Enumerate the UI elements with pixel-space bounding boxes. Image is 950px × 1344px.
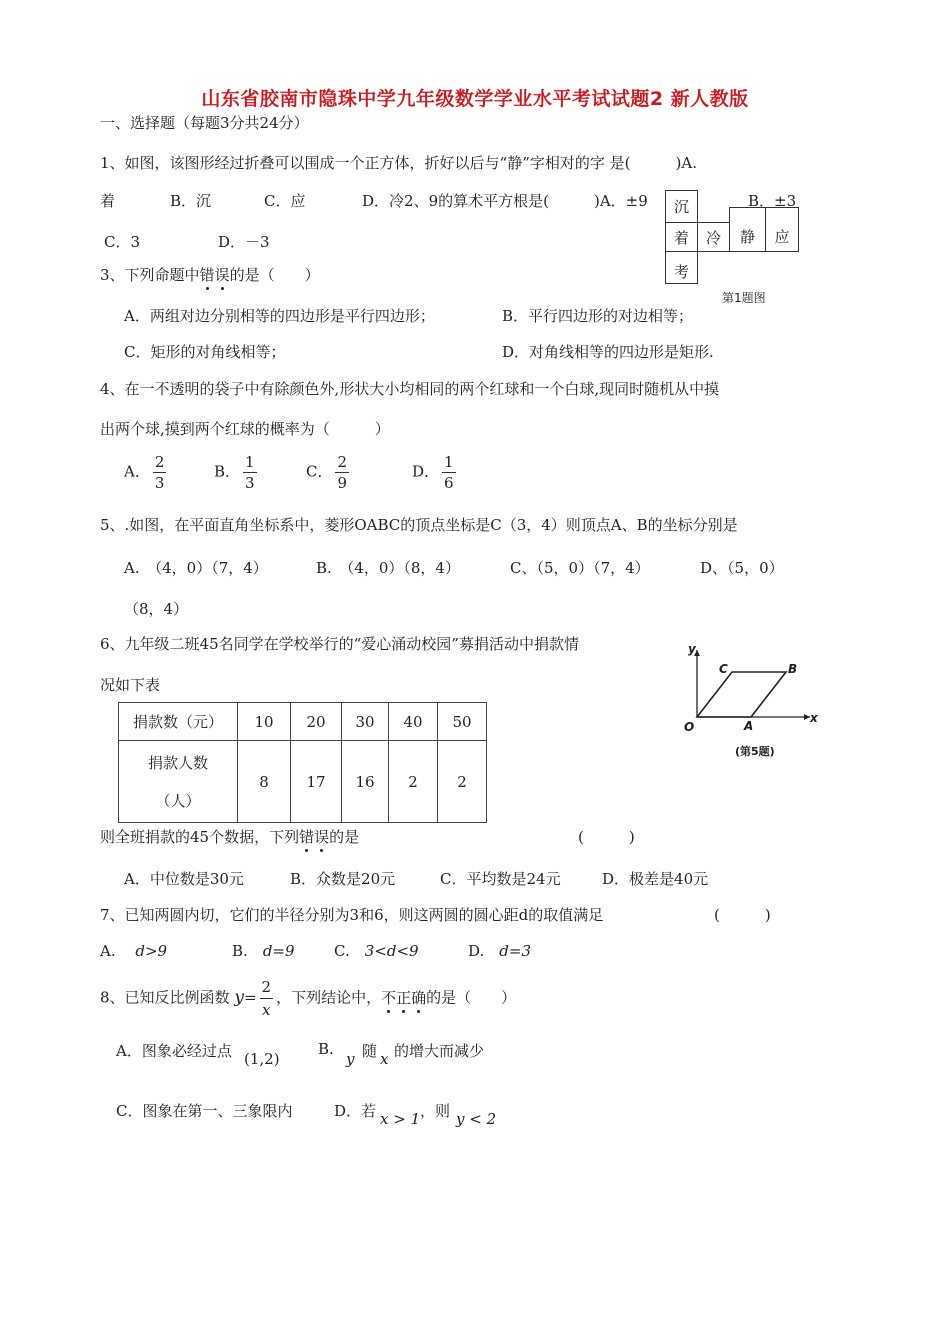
option-value: d=3 [499,942,531,960]
question-4-option-b [214,452,260,493]
figure-5-caption: (第5题) [735,745,775,758]
fraction [260,976,274,1021]
question-7-option-c [334,940,419,961]
net-cell-2: 冷 [697,222,730,252]
question-5-option-d-cont: （8，4） [124,600,189,618]
question-5-stem: 5、.如图，在平面直角坐标系中，菱形OABC的顶点坐标是C（3，4）则顶点A、B的坐标分别是 [100,516,738,534]
question-1-option-b: B．沉 [170,192,212,210]
emphasis-char: 正 [396,988,412,1007]
table-cell: 10 [238,703,291,741]
net-cell-1: 着 [665,222,698,252]
question-4-stem-line-1: 4、在一不透明的袋子中有除颜色外,形状大小均相同的两个红球和一个白球,现同时随机从中摸 [100,380,720,398]
question-3-option-a: A．两组对边分别相等的四边形是平行四边形； [124,307,435,325]
math-equals: = [243,988,257,1007]
question-2-option-c: C．3 [104,233,141,251]
question-3-option-b: B．平行四边形的对边相等； [502,307,694,325]
question-8-stem [100,976,516,1021]
question-8-option-a: A．图象必经过点 [116,1042,232,1060]
row-label-line-2: （人） [155,791,201,810]
option-text: 随 [362,1042,378,1060]
question-6-option-b: B．众数是20元 [290,870,396,888]
option-label: C． [306,462,333,481]
point-coordinates: (1,2) [244,1050,280,1068]
option-label: D. [468,942,485,960]
table-cell: 2 [438,741,487,823]
emphasis-char: 不 [381,988,397,1007]
option-label: B． [214,462,241,481]
question-6-option-d: D．极差是40元 [602,870,709,888]
math-var-x: x [380,1050,389,1068]
origin-label: O [684,720,695,734]
emphasis-char: 错 [199,266,215,284]
table-header: 捐款数（元） [119,703,238,741]
numerator: 1 [444,453,454,471]
inequality: x > 1 [380,1110,421,1128]
numerator: 2 [260,976,274,999]
y-axis-label: y [688,642,696,656]
net-cell-top: 沉 [665,190,698,223]
option-label: A. [100,942,116,960]
inequality: y < 2 [456,1110,497,1128]
fraction [442,452,456,493]
option-text: 的增大而减少 [394,1042,485,1060]
question-6-stem-line-1: 6、九年级二班45名同学在学校举行的“爱心涌动校园”募捐活动中捐款情 [100,635,579,653]
question-4-option-d [412,452,459,493]
question-6-option-a: A．中位数是30元 [124,870,244,888]
denominator: 3 [154,474,165,492]
question-1-stem: 1、如图，该图形经过折叠可以围成一个正方体，折好以后与“静”字相对的字 是( )A. [100,154,697,172]
question-1-option-c: C．应 [264,192,306,210]
option-label: A． [124,462,150,481]
question-8-option-b: B. [318,1040,334,1058]
question-4-option-c [306,452,352,493]
section-heading: 一、选择题（每题3分共24分） [100,114,309,132]
math-var-y: y [346,1050,355,1068]
table-cell: 8 [238,741,291,823]
question-4-option-a [124,452,169,493]
question-3-stem [100,264,320,285]
question-3-suffix: 的是（ ） [229,266,320,284]
question-3-option-c: C．矩形的对角线相等； [124,343,286,361]
question-5-option-b: B. （4，0）（8，4） [316,559,460,577]
option-label: D． [412,462,440,481]
question-4-stem-line-2: 出两个球,摸到两个红球的概率为（ ） [100,420,390,438]
question-8-prefix: 8、已知反比例函数 [100,988,230,1007]
table-cell: 40 [389,703,438,741]
question-6-prefix: 则全班捐款的45个数据，下列 [100,828,300,846]
figure-1-caption: 第1题图 [722,291,766,305]
emphasis-char: 误 [314,828,330,846]
question-6-option-c: C．平均数是24元 [440,870,561,888]
question-8-option-d: D．若 [334,1102,377,1120]
question-5-option-d: D、（5，0） [700,559,784,577]
question-8-option-c: C．图象在第一、三象限内 [116,1102,293,1120]
question-5-option-c: C、（5，0）（7，4） [510,559,650,577]
question-6-stem-line-3 [100,826,359,847]
denominator: 9 [337,474,348,492]
net-cell-4: 应 [765,207,799,252]
question-6-suffix: 的是 [329,828,360,846]
table-cell: 16 [342,741,389,823]
math-var-y: y [234,987,244,1008]
donation-table [118,702,487,823]
emphasis-char: 确 [411,988,427,1007]
question-6-stem-line-2: 况如下表 [100,676,161,694]
question-2-option-d: D．－3 [218,233,270,251]
option-value: 3<d<9 [364,942,419,960]
numerator: 2 [337,453,348,471]
numerator: 1 [245,453,255,471]
question-1-option-a: 着 [100,192,116,210]
question-5-option-a: A. （4，0）（7，4） [124,559,268,577]
table-row-label [119,741,238,823]
numerator: 2 [154,453,165,471]
question-7-option-a [100,940,167,961]
option-value: d=9 [262,942,295,960]
net-cell-bottom: 考 [665,251,698,284]
question-8-mid: ，下列结论中， [276,988,382,1007]
question-2-option-b: B．±3 [748,192,797,210]
question-3-prefix: 3、下列命题中 [100,266,200,284]
emphasis-char: 误 [214,266,230,284]
table-cell: 30 [342,703,389,741]
answer-paren: ( ) [714,906,771,924]
point-a-label: A [744,719,754,733]
question-7-stem: 7、已知两圆内切，它们的半径分别为3和6，则这两圆的圆心距d的取值满足 [100,906,604,924]
option-text: ，则 [420,1102,451,1120]
table-cell: 17 [291,741,342,823]
question-7-option-d [468,940,531,961]
denominator: x [262,1001,271,1019]
denominator: 6 [444,474,454,492]
fraction [335,452,349,493]
point-b-label: B [788,662,798,676]
table-cell: 20 [291,703,342,741]
point-c-label: C [719,662,728,676]
question-8-suffix: 的是（ ） [426,988,517,1007]
question-1-option-d-and-q2: D．冷2、9的算术平方根是( )A．±9 [362,192,648,210]
table-cell: 2 [389,741,438,823]
option-label: C. [334,942,350,960]
net-cell-3: 静 [729,207,766,252]
denominator: 3 [245,474,255,492]
question-3-option-d: D．对角线相等的四边形是矩形. [502,343,714,361]
row-label-line-1: 捐款人数 [147,753,208,772]
table-cell: 50 [438,703,487,741]
page-title: 山东省胶南市隐珠中学九年级数学学业水平考试试题2 新人教版 [201,88,749,110]
answer-paren: ( ) [578,828,635,846]
option-label: B. [232,942,248,960]
fraction [153,452,167,493]
emphasis-char: 错 [299,828,315,846]
table-row [119,741,487,823]
fraction [243,452,257,493]
table-row [119,703,487,741]
x-axis-label: x [810,711,818,725]
option-value: d>9 [135,942,168,960]
question-7-option-b [232,940,295,961]
